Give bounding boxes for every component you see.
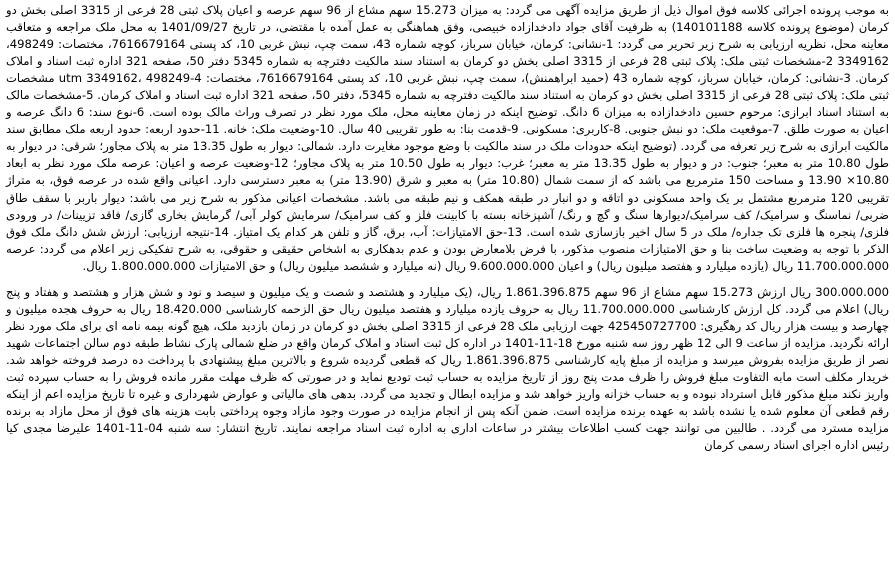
notice-document <box>6 2 889 569</box>
notice-paragraph-auction: 300.000.000 ریال ارزش 15.273 سهم مشاع از 96 سهم 1.861.396.875 ریال، (یک میلیارد و هشتصد و شصت و یک میلیون و سیصد و نود و شش هزار و هشتصد و هفتاد و پنج ریال) اعلام می گردد. کل ارزش کارشناسی 11.700.000.000 ریال به حروف یازده میلیارد و هفتصد میلیون ریال حق الزحمه کارشناسی 18.420.000 ریال به حروف هجده میلیون و چهارصد و بیست هزار ریال کد رهگیری: 425450727700 جهت ارزیابی ملک 28 فرعی از 3315 اصلی بخش دو کرمان در زمان بازدید ملک، هیچ گونه بیمه نامه ای برای ملک مورد نظر ارائه نگردید. مزایده از ساعت 9 الی 12 ظهر روز سه شنبه مورخ 18-11-1401 در اداره کل ثبت اسناد و املاک کرمان واقع در ضلع شمالی پارک نشاط طبقه دوم سالن اجتماعات شهید نصر از طریق مزایده بفروش میرسد و مزایده از مبلغ پایه کارشناسی 1.861.396.875 ریال که قطعی گردیده شروع و بالاترین مبلغ پیشنهادی با پرداخت ده درصد فروخته خواهد شد. خریدار مکلف است مابه التفاوت مبلغ فروش را ظرف مدت پنج روز از تاریخ مزایده به حساب ثبت تودیع نماید و در صورتی که ظرف مهلت مقرر مانده فروش را به حساب سپرده ثبت واریز نکند مبلغ مذکور قابل استرداد نبوده و به حساب خزانه واریز خواهد شد و مزایده ابطال و تجدید می گردد. بدهی های مالیاتی و عوارض شهرداری و غیره تا تاریخ مزایده اعم از اینکه رقم قطعی آن معلوم شده یا نشده باشد به عهده برنده مزایده است. ضمن آنکه پس از انجام مزایده در صورت وجود مازاد وجوه پرداختی بابت هزینه های فوق از محل مازاد به برنده مزایده مسترد می گردد. . طالبین می توانند جهت کسب اطلاعات بیشتر در ساعات اداری به اداره ثبت اسناد مراجعه نمایند. تاریخ انتشار: سه شنبه 04-11-1401 علیرضا مجدی کیا رئیس اداره اجرای اسناد رسمی کرمان <box>6 284 889 453</box>
notice-paragraph-evaluation: به موجب پرونده اجرائی کلاسه فوق اموال ذیل از طریق مزایده آگهی می گردد: به میزان 15.273 سهم مشاع از 96 سهم عرصه و اعیان پلاک ثبتی 28 فرعی از 3315 اصلی بخش دو کرمان (موضوع پرونده کلاسه 140101188) به ظرفیت آقای جواد دادخدازاده خبیصی، وفق هماهنگی به عمل آمده با مقتضی، در تاریخ 1401/09/27 به محل ملک مراجعه و متعاقب معاینه محل، نظریه ارزیابی به شرح زیر تحریر می گردد: 1-نشانی: کرمان، خیابان سرباز، کوچه شماره 43، سمت چپ، نبش غربی 10، کد پستی 7616679164، مختصات: 498249، 3349162 2-مشخصات ثبتی ملک: پلاک ثبتی 28 فرعی از 3315 اصلی بخش دو کرمان به استناد سند مالکیت دفترچه به شماره 5345 دفتر 50، صفحه 321 اداره ثبت اسناد و املاک کرمان. 3-نشانی: کرمان، خیابان سرباز، کوچه شماره 43 (حمید ابراهمنش)، سمت چپ، نبش غربی 10، کد پستی 7616679164، مختصات: utm 3349162، 498249-4 مشخصات ثبتی ملک: پلاک ثبتی 28 فرعی از 3315 اصلی بخش دو کرمان به استناد سند مالکیت دفترچه به شماره 5345، دفتر 50، صفحه 321 اداره ثبت اسناد و املاک کرمان. 5-مشخصات مالک به استناد اسناد ابرازی: مرحوم حسین دادخدازاده به میزان 6 دانگ. توضیح اینکه در زمان معاینه محل، ملک مورد نظر در تصرف وراث مالک بوده است. 6-نوع سند: 6 دانگ عرصه و اعیان به صورت طلق. 7-موقعیت ملک: دو نبش جنوبی. 8-کاربری: مسکونی. 9-قدمت بنا: به طور تقریبی 40 سال. 10-وضعیت ملک: خانه. 11-حدود اربعه: حدود اربعه ملک مطابق سند مالکیت ابرازی به شرح زیر تعرفه می گردد. (توضیح اینکه حدودات ملک در سند مالکیت با وضع موجود مغایرت دارد. شمالی: دیوار به طول 13.35 متر به پلاک مجاور؛ شرقی: در دیوار به طول 10.80 متر به معبر؛ جنوب: در و دیوار به طول 13.35 متر به معبر؛ غرب: دیوار به طول 10.50 متر به پلاک مجاور؛ 12-وضعیت عرصه و اعیان: عرصه ملک مورد نظر به ابعاد 10.80× 13.90 و مساحت 150 مترمربع می باشد که از سمت شمال (10.80 متر) به معبر و شرق (13.90 متر) به معبر دسترسی دارد. اعیانی واقع شده در عرصه فوق، به متراژ تقریبی 120 مترمربع مشتمل بر یک واحد مسکونی دو اتاقه و دو انبار در طبقه همکف و نیم طبقه می باشد. مشخصات اعیانی مذکور به شرح زیر می باشد: دیوار باربر با سقف طاق ضربی/ نماسنگ و سرامیک/ کف سرامیک/دیوارها سنگ و گچ و رنگ/ آشپزخانه بسته با کابینت فلز و کف سرامیک/ سرمایش کولر آبی/ گرمایش بخاری گازی/ فاقد تزیینات/ در ورودی فلزی/ پنجره ها فلزی تک جداره/ ملک در 5 سال اخیر بازسازی شده است. 13-حق الامتیازات: آب، برق، گاز و تلفن هر کدام یک امتیاز. 14-نتیجه ارزیابی: ارزش شش دانگ ملک فوق الذکر با توجه به وضعیت ساخت بنا و حق الامتیازات منصوب مذکور، با فرض بلامعارض بودن و عدم بدهکاری به اشخاص حقیقی و حقوقی، به شرح تفکیکی زیر اعلام می گردد: عرصه 11.700.000.000 ریال (یازده میلیارد و هفتصد میلیون ریال) و اعیان 9.600.000.000 ریال (نه میلیارد و ششصد میلیون ریال) و حق الامتیازات 1.800.000.000 ریال. <box>6 3 890 273</box>
paragraph-gap <box>6 275 889 284</box>
